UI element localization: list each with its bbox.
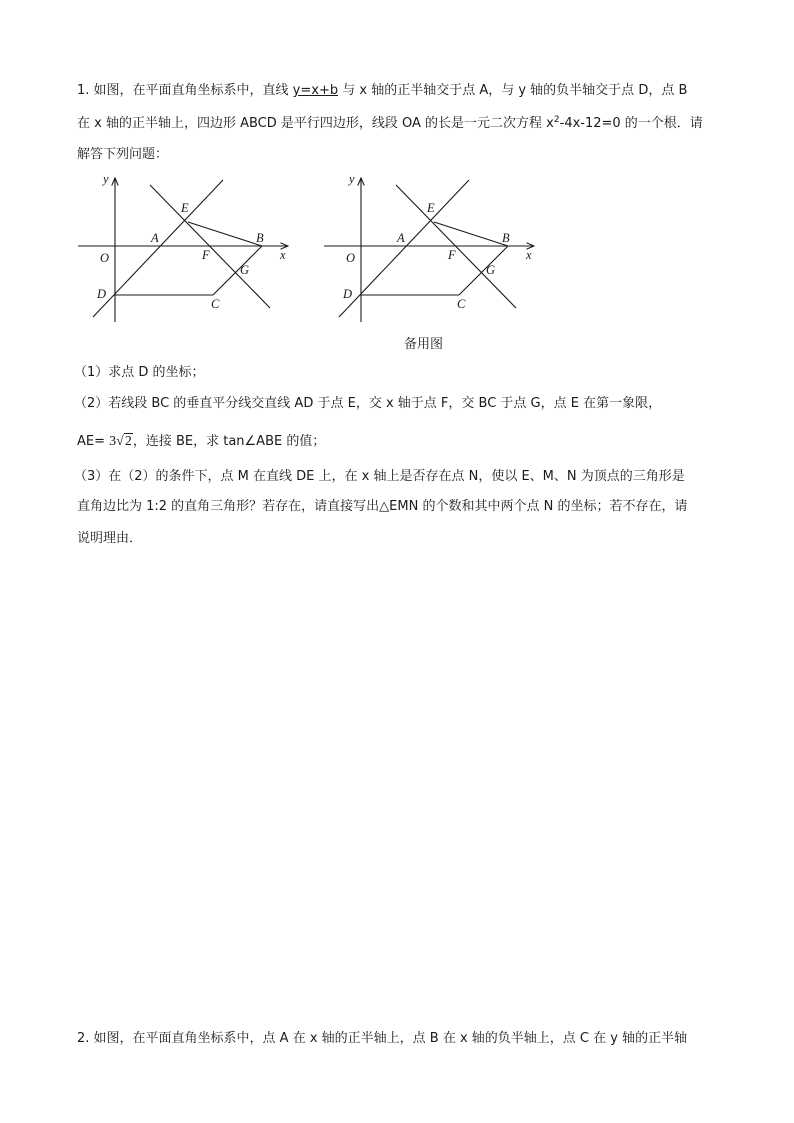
- sqrt-radicand: 2: [124, 434, 132, 449]
- label-x: x: [526, 248, 532, 262]
- q1-line-3: 解答下列问题：: [77, 147, 169, 162]
- sqrt-coefficient: 3: [109, 434, 117, 449]
- label-a: A: [397, 231, 405, 245]
- q2-line-1: 2. 如图，在平面直角坐标系中，点 A 在 x 轴的正半轴上，点 B 在 x 轴的负半轴上，点 C 在 y 轴的正半轴: [77, 1031, 688, 1046]
- label-o: O: [100, 251, 110, 265]
- q1-line-2: [77, 115, 703, 133]
- q1-equation: y=x+b: [292, 83, 339, 98]
- ae-label: AE=: [77, 434, 105, 449]
- label-g: G: [240, 263, 250, 277]
- q1-part2-line2b: ，连接 BE，求 tan∠ABE 的值；: [132, 434, 326, 449]
- label-e: E: [181, 201, 189, 215]
- q1-line-1: [77, 82, 687, 100]
- sqrt-expression: [109, 433, 133, 451]
- label-b: B: [502, 231, 510, 245]
- label-o: O: [346, 251, 356, 265]
- sqrt-sign: √: [116, 434, 124, 449]
- q1-part3-line3: 说明理由．: [77, 531, 143, 546]
- q1-line-1b: 与 x 轴的正半轴交于点 A，与 y 轴的负半轴交于点 D，点 B: [338, 83, 688, 98]
- label-a: A: [151, 231, 159, 245]
- segment-cb: [459, 246, 508, 295]
- q1-exponent: 2: [553, 115, 560, 125]
- label-g: G: [486, 263, 496, 277]
- label-f: F: [202, 248, 210, 262]
- label-x: x: [280, 248, 286, 262]
- figure-caption: 备用图: [404, 337, 444, 352]
- segment-eb: [188, 222, 262, 246]
- label-y: y: [103, 172, 109, 186]
- q1-line-2a: 在 x 轴的正半轴上，四边形 ABCD 是平行四边形，线段 OA 的长是一元二次方程 x: [77, 116, 554, 131]
- label-c: C: [211, 297, 220, 311]
- label-y: y: [349, 172, 355, 186]
- q1-part3-line2: 直角边比为 1:2 的直角三角形？若存在，请直接写出△EMN 的个数和其中两个点 N 的坐标；若不存在，请: [77, 499, 688, 514]
- label-b: B: [256, 231, 264, 245]
- label-f: F: [448, 248, 456, 262]
- figure-main: [75, 170, 295, 330]
- q1-part2-line1: （2）若线段 BC 的垂直平分线交直线 AD 于点 E，交 x 轴于点 F，交 BC 于点 G，点 E 在第一象限，: [74, 396, 662, 411]
- segment-cb: [213, 246, 262, 295]
- label-e: E: [427, 201, 435, 215]
- q1-part1: （1）求点 D 的坐标；: [74, 365, 205, 380]
- q1-part3-line1: （3）在（2）的条件下，点 M 在直线 DE 上，在 x 轴上是否存在点 N，使以 E、M、N 为顶点的三角形是: [74, 469, 685, 484]
- label-d: D: [343, 287, 353, 301]
- label-d: D: [97, 287, 107, 301]
- q1-part2-line2: [77, 433, 325, 451]
- q1-line-1a: 1. 如图，在平面直角坐标系中，直线: [77, 83, 293, 98]
- figure-backup: [321, 170, 541, 330]
- segment-eb: [434, 222, 508, 246]
- label-c: C: [457, 297, 466, 311]
- q1-line-2b: -4x-12=0 的一个根．请: [559, 116, 703, 131]
